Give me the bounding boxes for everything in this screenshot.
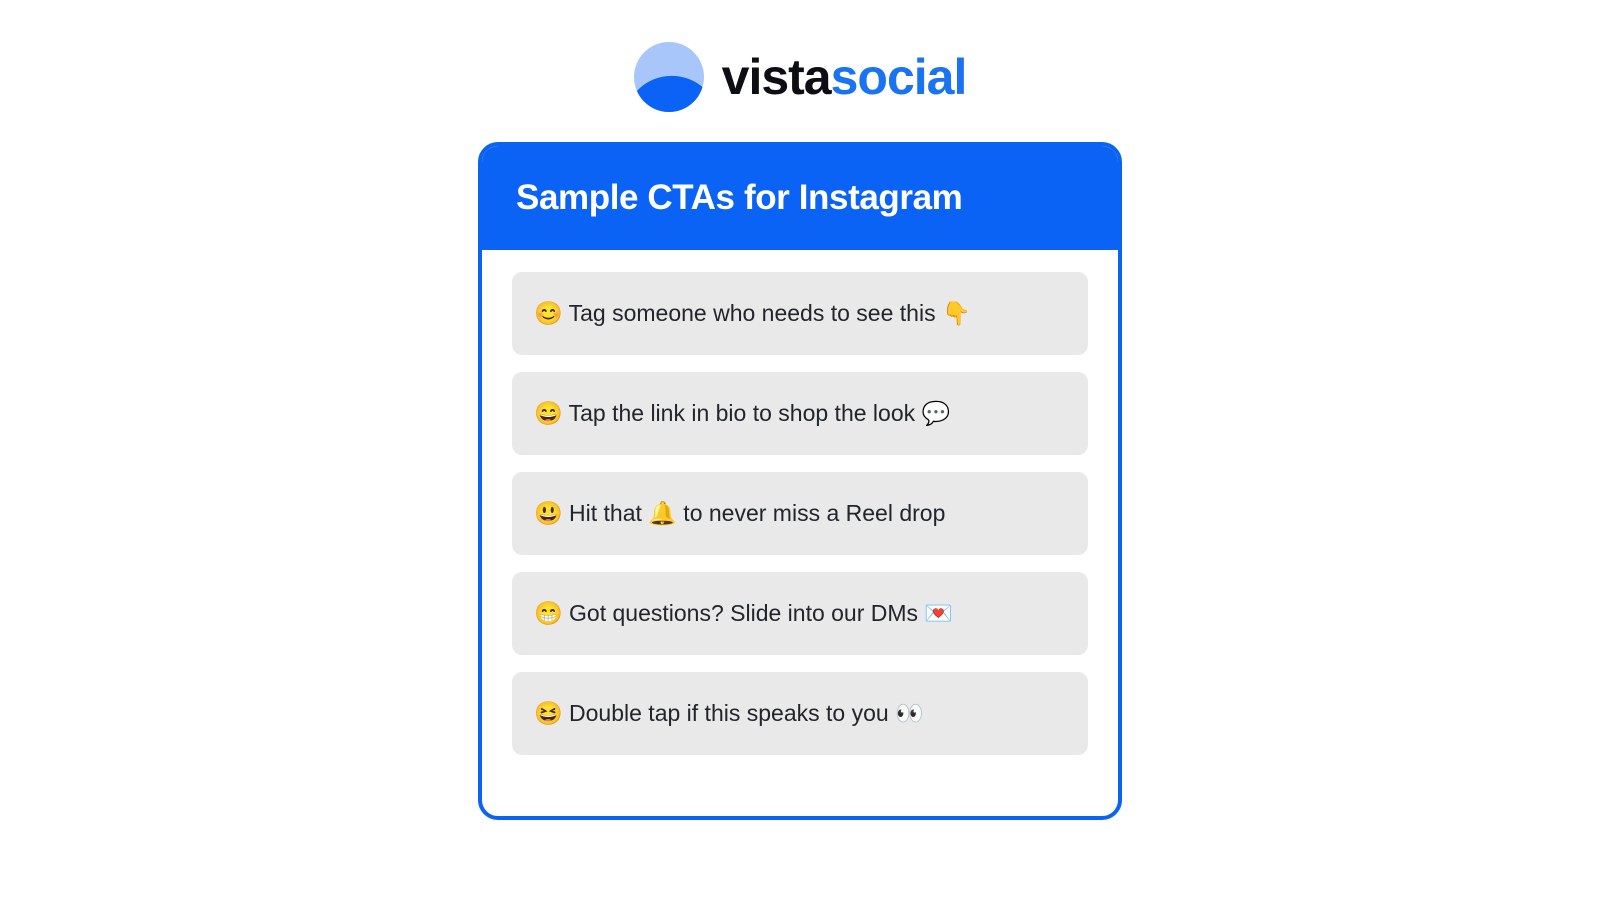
brand-name-part2: social	[830, 49, 967, 105]
list-item	[512, 572, 1088, 655]
cta-card	[478, 142, 1122, 820]
card-header	[482, 146, 1118, 250]
page-title: Sample CTAs for Instagram	[516, 177, 963, 217]
cta-text: 😄 Tap the link in bio to shop the look 💬	[534, 399, 951, 426]
cta-text: 😁 Got questions? Slide into our DMs 💌	[534, 599, 954, 626]
list-item	[512, 672, 1088, 755]
cta-text: 😃 Hit that 🔔 to never miss a Reel drop	[534, 499, 946, 526]
list-item	[512, 372, 1088, 455]
list-item	[512, 272, 1088, 355]
list-item	[512, 472, 1088, 555]
brand-name-part1: vista	[721, 49, 831, 105]
brand-wordmark	[721, 49, 967, 105]
cta-text: 😊 Tag someone who needs to see this 👇	[534, 299, 971, 326]
cta-list	[482, 250, 1118, 785]
cta-text: 😆 Double tap if this speaks to you 👀	[534, 699, 924, 726]
brand-header	[0, 42, 1600, 112]
vista-social-logo-icon	[634, 42, 704, 112]
